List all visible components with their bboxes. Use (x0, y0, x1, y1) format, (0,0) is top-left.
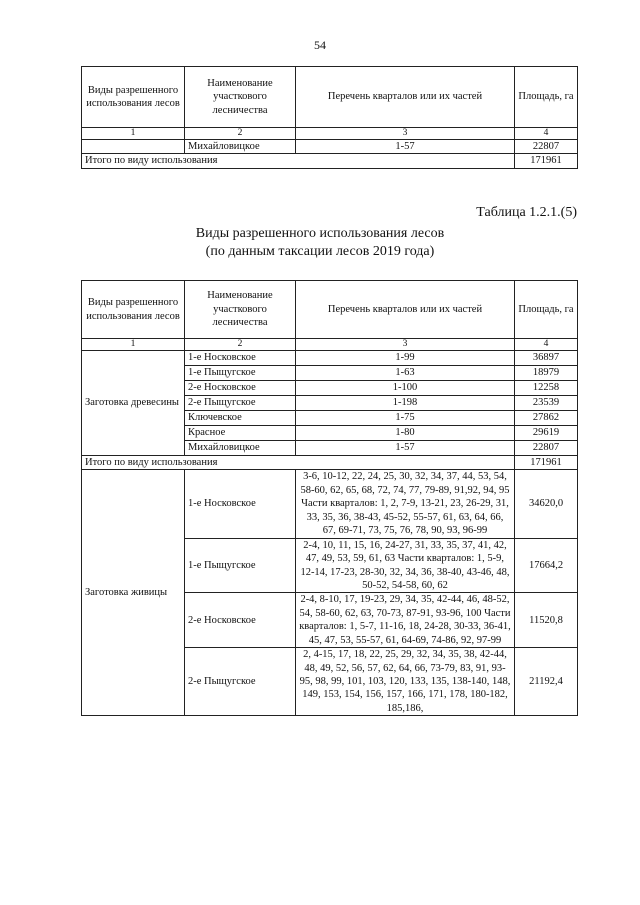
area-cell: 36897 (515, 351, 578, 366)
area-cell: 29619 (515, 426, 578, 441)
total-value: 171961 (515, 154, 578, 168)
forestry-cell: 1-е Пыщугское (185, 366, 296, 381)
header-forestry: Наименование участкового лесничества (185, 67, 296, 128)
column-number: 4 (515, 339, 578, 351)
quarters-cell: 1-99 (296, 351, 515, 366)
column-number-row (82, 339, 578, 351)
quarters-cell: 2-4, 8-10, 17, 19-23, 29, 34, 35, 42-44, 46, 48-52, 54, 58-60, 62, 63, 70-73, 87-91, 93-96, 100 Части кварталов: 1, 5-7, 11-16, 18, 24-28, 30-33, 36-41, 45, 47, 53, 55-57, 61, 64-69, 74-86, 92, 97-99 (296, 593, 515, 648)
total-value: 171961 (515, 456, 578, 470)
page-number: 54 (314, 38, 326, 52)
header-area: Площадь, га (515, 67, 578, 128)
column-number: 1 (82, 339, 185, 351)
table-title-subline: (по данным таксации лесов 2019 года) (205, 244, 435, 260)
table-row (82, 140, 578, 154)
area-cell: 27862 (515, 411, 578, 426)
header-quarters: Перечень кварталов или их частей (296, 281, 515, 339)
column-number: 2 (185, 128, 296, 140)
column-number: 3 (296, 339, 515, 351)
table-row (82, 470, 578, 538)
header-quarters: Перечень кварталов или их частей (296, 67, 515, 128)
quarters-cell: 1-57 (296, 140, 515, 154)
area-cell: 18979 (515, 366, 578, 381)
area-cell: 12258 (515, 381, 578, 396)
total-row (82, 456, 578, 470)
area-cell: 11520,8 (515, 593, 578, 648)
forestry-cell: 2-е Носковское (185, 593, 296, 648)
column-number: 2 (185, 339, 296, 351)
quarters-cell: 1-75 (296, 411, 515, 426)
quarters-cell: 1-100 (296, 381, 515, 396)
forestry-cell: Михайловицкое (185, 441, 296, 456)
quarters-cell: 1-57 (296, 441, 515, 456)
area-cell: 23539 (515, 396, 578, 411)
header-usage-type: Виды разрешенного использования лесов (82, 67, 185, 128)
usage-type-cell: Заготовка живицы (82, 470, 185, 716)
column-number: 4 (515, 128, 578, 140)
forestry-cell: 2-е Пыщугское (185, 396, 296, 411)
header-forestry: Наименование участкового лесничества (185, 281, 296, 339)
header-row (82, 281, 578, 339)
forestry-cell: 2-е Пыщугское (185, 648, 296, 716)
quarters-cell: 2, 4-15, 17, 18, 22, 25, 29, 32, 34, 35, 38, 42-44, 48, 49, 52, 56, 57, 62, 64, 66, 73-79, 83, 91, 93-95, 98, 99, 101, 103, 120, 133, 135, 138-140, 148, 149, 153, 154, 156, 157, 166, 171, 178, 180-182, 185,186, (296, 648, 515, 716)
area-cell: 22807 (515, 140, 578, 154)
quarters-cell: 2-4, 10, 11, 15, 16, 24-27, 31, 33, 35, 37, 41, 42, 47, 49, 53, 59, 61, 63 Части кварталов: 1, 5-9, 12-14, 17-23, 28-30, 32, 34, 36, 38-40, 43-46, 48, 50-52, 54-58, 60, 62 (296, 538, 515, 593)
forestry-cell: Ключевское (185, 411, 296, 426)
total-label: Итого по виду использования (82, 154, 515, 168)
column-number: 3 (296, 128, 515, 140)
table-caption: Таблица 1.2.1.(5) (476, 205, 577, 220)
forestry-cell: 1-е Пыщугское (185, 538, 296, 593)
area-cell: 22807 (515, 441, 578, 456)
forestry-cell: 2-е Носковское (185, 381, 296, 396)
quarters-cell: 1-198 (296, 396, 515, 411)
total-label: Итого по виду использования (82, 456, 515, 470)
usage-type-cell: Заготовка древесины (82, 351, 185, 456)
continued-table (81, 66, 578, 169)
header-usage-type: Виды разрешенного использования лесов (82, 281, 185, 339)
forestry-cell: 1-е Носковское (185, 470, 296, 538)
usage-types-table (81, 280, 578, 716)
area-cell: 34620,0 (515, 470, 578, 538)
table-row (82, 351, 578, 366)
table-title-line: Виды разрешенного использования лесов (195, 226, 445, 241)
total-row (82, 154, 578, 168)
quarters-cell: 1-63 (296, 366, 515, 381)
forestry-cell: 1-е Носковское (185, 351, 296, 366)
column-number-row (82, 128, 578, 140)
column-number: 1 (82, 128, 185, 140)
table-title (0, 225, 640, 261)
header-row (82, 67, 578, 128)
header-area: Площадь, га (515, 281, 578, 339)
forestry-cell: Михайловицкое (185, 140, 296, 154)
forestry-cell: Красное (185, 426, 296, 441)
quarters-cell: 3-6, 10-12, 22, 24, 25, 30, 32, 34, 37, 44, 53, 54, 58-60, 62, 65, 68, 72, 74, 77, 79-89, 91,92, 94, 95 Части кварталов: 1, 2, 7-9, 13-21, 23, 26-29, 31, 33, 35, 36, 38-43, 45-52, 55-57, 61, 63, 64, 66, 67, 69-71, 73, 75, 76, 78, 90, 93, 96-99 (296, 470, 515, 538)
area-cell: 17664,2 (515, 538, 578, 593)
quarters-cell: 1-80 (296, 426, 515, 441)
area-cell: 21192,4 (515, 648, 578, 716)
